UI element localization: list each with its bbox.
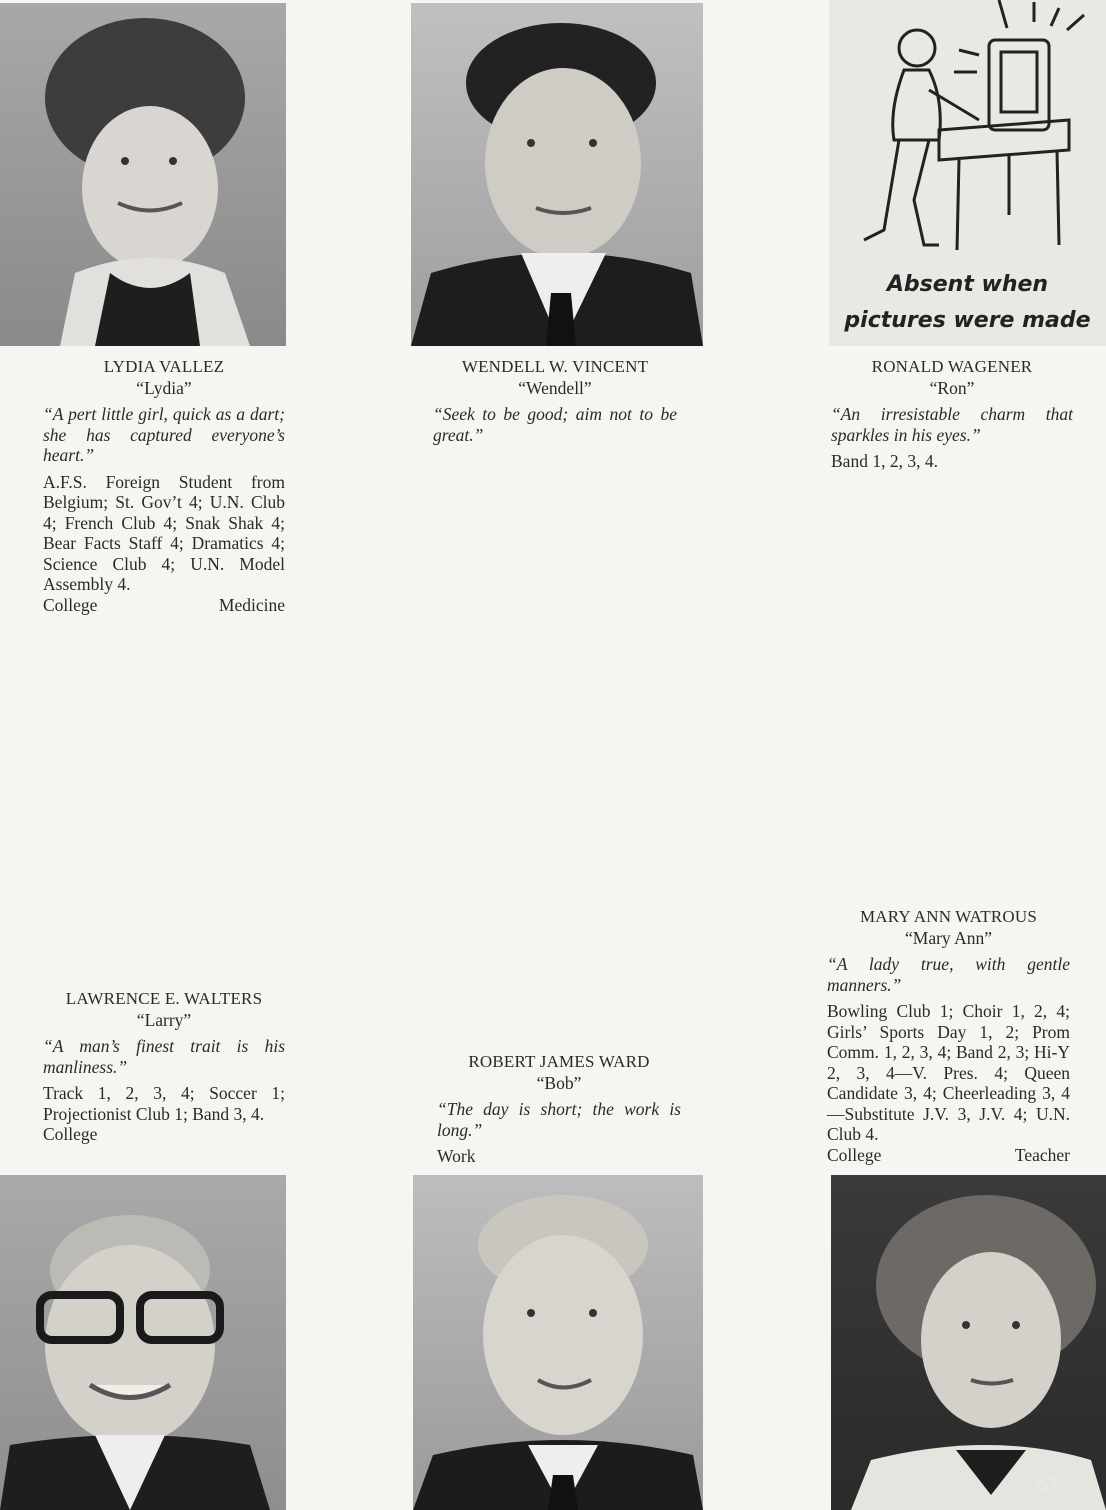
pinball-player-illustration	[829, 0, 1106, 260]
student-name: WENDELL W. VINCENT	[461, 357, 649, 376]
plan-left: College	[827, 1144, 882, 1165]
student-quote: “An irresistable charm that sparkles in his eyes.”	[831, 404, 1073, 445]
entry-ronald-wagener	[831, 357, 1073, 472]
student-quote: “Seek to be good; aim not to be great.”	[433, 404, 677, 445]
photo-lydia-vallez	[0, 3, 286, 346]
student-nickname: “Mary Ann”	[905, 927, 992, 948]
plan-right: Medicine	[218, 594, 285, 615]
plan-left: College	[43, 1124, 98, 1144]
student-name: ROBERT JAMES WARD	[468, 1052, 650, 1071]
photo-wendell-vincent	[411, 3, 703, 346]
student-quote: “A man’s finest trait is his manliness.”	[43, 1036, 285, 1077]
entry-lawrence-walters	[43, 989, 285, 1145]
student-name: MARY ANN WATROUS	[859, 907, 1037, 926]
portrait-image	[411, 3, 703, 346]
cartoon-caption-line-1: Absent when	[886, 272, 1049, 297]
student-nickname: “Larry”	[136, 1009, 192, 1030]
student-activities: Track 1, 2, 3, 4; Soccer 1; Projectionist Club 1; Band 3, 4.	[43, 1083, 285, 1124]
student-nickname: “Lydia”	[136, 377, 192, 398]
student-activities: A.F.S. Foreign Student from Belgium; St. Gov’t 4; U.N. Club 4; French Club 4; Snak Shak 4; Bear Facts Staff 4; Dramatics 4; Science Club 4; U.N. Model Assembly 4.	[43, 471, 285, 594]
entry-wendell-vincent	[433, 357, 677, 451]
student-plans	[43, 595, 285, 616]
photo-robert-ward	[413, 1175, 703, 1510]
entry-robert-ward	[437, 1052, 681, 1167]
cartoon-caption-line-2: pictures were made	[844, 308, 1091, 333]
plan-left: College	[43, 594, 98, 615]
absent-cartoon	[829, 0, 1106, 346]
plan-right: Teacher	[1014, 1144, 1070, 1165]
portrait-image	[0, 1175, 286, 1510]
student-plans	[437, 1146, 681, 1167]
plan-left: Work	[437, 1146, 476, 1166]
student-activities: Bowling Club 1; Choir 1, 2, 4; Girls’ Sports Day 1, 2; Prom Comm. 1, 2, 3, 4; Band 2, 3; Hi-Y 2, 3, 4—V. Pres. 4; Queen Candidate 3, 4; Cheerleading 3, 4—Substitute J.V. 3, J.V. 4; U.N. Club 4.	[827, 1001, 1070, 1144]
photo-mary-ann-watrous	[831, 1175, 1106, 1510]
portrait-image	[413, 1175, 703, 1510]
photo-lawrence-walters	[0, 1175, 286, 1510]
student-name: LAWRENCE E. WALTERS	[65, 989, 263, 1008]
entry-lydia-vallez	[43, 357, 285, 615]
student-nickname: “Ron”	[929, 377, 975, 398]
student-activities: Band 1, 2, 3, 4.	[831, 451, 938, 471]
portrait-image	[0, 3, 286, 346]
page-number: 57	[1036, 1476, 1060, 1496]
student-name: RONALD WAGENER	[871, 357, 1033, 376]
entry-mary-ann-watrous	[827, 907, 1070, 1165]
student-quote: “A lady true, with gentle manners.”	[827, 954, 1070, 995]
student-name: LYDIA VALLEZ	[103, 357, 225, 376]
student-plans	[43, 1124, 285, 1145]
portrait-image	[831, 1175, 1106, 1510]
student-quote: “A pert little girl, quick as a dart; she has captured everyone’s heart.”	[43, 404, 285, 465]
student-nickname: “Bob”	[536, 1072, 582, 1093]
student-nickname: “Wendell”	[518, 377, 592, 398]
student-plans	[827, 1145, 1070, 1166]
student-quote: “The day is short; the work is long.”	[437, 1099, 681, 1140]
